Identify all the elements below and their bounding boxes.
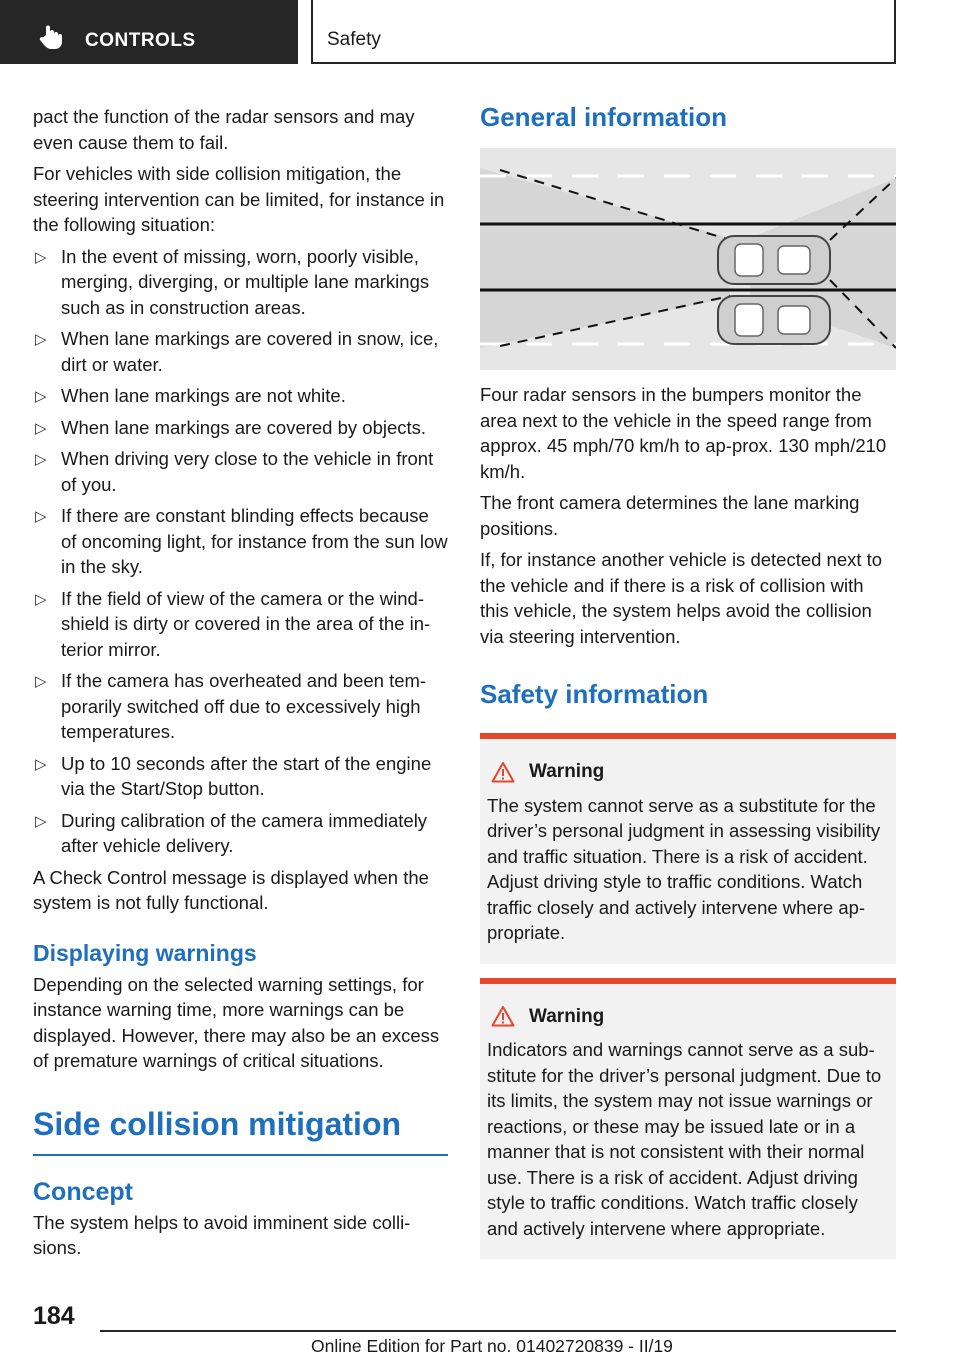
triangle-bullet-icon: ▷ xyxy=(35,755,47,773)
footer-divider xyxy=(100,1330,896,1332)
warning-box xyxy=(480,978,896,1260)
triangle-bullet-icon: ▷ xyxy=(35,451,47,468)
hand-pointer-icon xyxy=(38,24,64,50)
triangle-bullet-icon: ▷ xyxy=(35,590,47,608)
vehicle-icon xyxy=(718,296,830,344)
chapter-label: Safety xyxy=(327,29,381,50)
check-control-paragraph: A Check Control message is displayed when the system is not fully functional. xyxy=(33,866,429,913)
list-item: ▷ In the event of missing, worn, poorly visible, merging, diverging, or multiple lane markings such as in construction areas. xyxy=(35,245,430,318)
section-label: CONTROLS xyxy=(85,30,196,51)
triangle-bullet-icon: ▷ xyxy=(35,248,47,266)
warning-title: Warning xyxy=(529,1005,605,1027)
warning-box xyxy=(480,733,896,964)
road-diagram xyxy=(480,148,896,370)
list-item: ▷ If there are constant blinding effects because of oncoming light, for instance from the sun low in the sky. xyxy=(35,505,448,577)
edition-note: Online Edition for Part no. 01402720839 - II/19 xyxy=(311,1336,673,1356)
general-paragraph-3: If, for instance another vehicle is detected next to the vehicle and if there is a risk of collision with this vehicle, the system helps avoid the collision via steering intervention. xyxy=(480,549,883,647)
left-column xyxy=(33,104,448,1267)
warning-text: The system cannot serve as a substitute for the driver’s personal judgment in assessing visibility and traffic situation. There is a risk of accident. Adjust driving style to traffic conditions. Watch traffic closely and actively intervene where ap‐propriate. xyxy=(487,794,881,943)
warning-header xyxy=(487,759,889,785)
list-item: ▷ During calibration of the camera immediately after vehicle delivery. xyxy=(35,809,428,856)
warning-text: Indicators and warnings cannot serve as a sub‐stitute for the driver’s personal judgment. Due to its limits, the system may not issue warnings or reactions, or these may be issued late or in a manner that is not consistent with their normal use. There is a risk of accident. Adjust driving style to traffic conditions. Watch traffic closely and actively intervene where appropriate. xyxy=(487,1039,882,1239)
vehicle-icon xyxy=(718,236,830,284)
displaying-warnings-text: Depending on the selected warning settings, for instance warning time, more warnings can be displayed. However, there may also be an excess of premature warnings of critical situations. xyxy=(33,973,440,1071)
list-item: ▷ Up to 10 seconds after the start of the engine via the Start/Stop button. xyxy=(35,752,432,799)
page-number: 184 xyxy=(33,1302,75,1330)
list-item: ▷ When lane markings are covered in snow, ice, dirt or water. xyxy=(35,328,439,375)
safety-information-heading: Safety information xyxy=(480,679,709,709)
intro-paragraph-1: pact the function of the radar sensors and may even cause them to fail. xyxy=(33,106,415,153)
list-item: ▷ When lane markings are covered by objects. xyxy=(33,415,448,441)
list-item: ▷ If the camera has overheated and been tem‐porarily switched off due to excessively high temperatures. xyxy=(35,670,427,742)
displaying-warnings-heading: Displaying warnings xyxy=(33,939,257,966)
side-collision-heading: Side collision mitigation xyxy=(33,1104,448,1156)
section-tab xyxy=(0,0,298,64)
intro-paragraph-2: For vehicles with side collision mitigation, the steering intervention can be limited, for instance in the following situation: xyxy=(33,163,445,235)
triangle-bullet-icon: ▷ xyxy=(35,388,47,405)
triangle-bullet-icon: ▷ xyxy=(35,508,47,525)
triangle-bullet-icon: ▷ xyxy=(35,812,47,830)
triangle-bullet-icon: ▷ xyxy=(35,673,47,690)
concept-heading: Concept xyxy=(33,1177,133,1206)
warning-title: Warning xyxy=(529,761,605,782)
concept-text: The system helps to avoid imminent side colli‐sions. xyxy=(33,1211,411,1258)
list-item: ▷ If the field of view of the camera or the wind‐shield is dirty or covered in the area of the in‐terior mirror. xyxy=(35,587,431,660)
general-paragraph-2: The front camera determines the lane marking positions. xyxy=(480,492,860,539)
warning-triangle-icon xyxy=(491,761,515,783)
triangle-bullet-icon: ▷ xyxy=(35,419,47,437)
chapter-tab xyxy=(311,0,896,64)
general-paragraph-1: Four radar sensors in the bumpers monitor the area next to the vehicle in the speed range from approx. 45 mph/70 km/h to ap‐prox. 130 mph/210 km/h. xyxy=(480,384,887,482)
warning-triangle-icon xyxy=(491,1005,515,1027)
triangle-bullet-icon: ▷ xyxy=(35,331,47,348)
list-item: ▷ When driving very close to the vehicle in front of you. xyxy=(35,448,434,495)
general-information-heading: General information xyxy=(480,102,728,132)
right-column xyxy=(480,100,896,1273)
limitation-list xyxy=(33,244,448,859)
list-item: ▷ When lane markings are not white. xyxy=(33,383,448,409)
radar-coverage-illustration xyxy=(480,148,896,370)
warning-header xyxy=(487,1004,889,1030)
